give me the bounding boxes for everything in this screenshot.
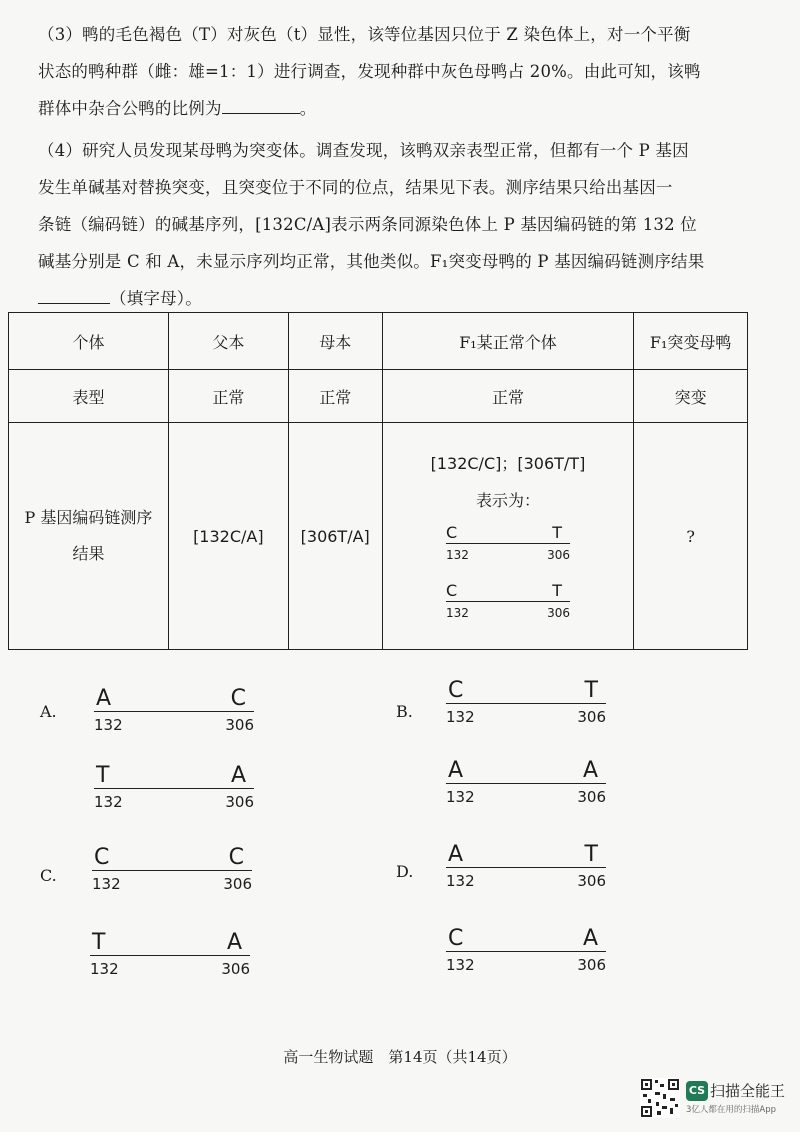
- cell-father-seq: [132C/A]: [168, 423, 288, 650]
- header-f1-normal: F₁某正常个体: [382, 313, 634, 370]
- option-b-chromosome-2: A A 132 306: [446, 758, 606, 806]
- option-d-chromosome-1: A T 132 306: [446, 842, 606, 890]
- f1-normal-note: 表示为：: [475, 491, 540, 510]
- f1-normal-chromosome-2: C T 132 306: [445, 581, 570, 620]
- cell-f1-normal-seq: [382, 423, 634, 650]
- q3-line2: 状态的鸭种群（雌：雄=1：1）进行调查，发现种群中灰色母鸭占 20%。由此可知，该鸭: [38, 62, 701, 81]
- cell-father-phenotype: 正常: [168, 370, 288, 423]
- q4-line5: （填字母）。: [38, 280, 762, 317]
- question-4: [38, 132, 762, 317]
- question-3: [38, 16, 762, 127]
- cell-seq-label: P 基因编码链测序结果: [9, 423, 169, 650]
- cell-f1-mutant-phenotype: 突变: [634, 370, 748, 423]
- answer-blank-q4[interactable]: [38, 289, 110, 304]
- table-row-sequencing: [9, 423, 748, 650]
- watermark-name: 扫描全能王: [710, 1082, 786, 1100]
- answer-blank-q3[interactable]: [222, 99, 300, 114]
- option-d-chromosome-2: C A 132 306: [446, 926, 606, 974]
- option-a-chromosome-1: A C 132 306: [94, 686, 254, 734]
- header-father: 父本: [168, 313, 288, 370]
- f1-normal-chromosome-1: C T 132 306: [445, 523, 570, 562]
- header-f1-mutant: F₁突变母鸭: [634, 313, 748, 370]
- cell-mother-phenotype: 正常: [288, 370, 382, 423]
- q4-line2: 发生单碱基对替换突变，且突变位于不同的位点，结果见下表。测序结果只给出基因一: [38, 178, 673, 197]
- option-d-label[interactable]: D.: [396, 862, 414, 881]
- option-b-chromosome-1: C T 132 306: [446, 678, 606, 726]
- watermark-subtitle: 3亿人都在用的扫描App: [686, 1105, 777, 1115]
- table-row-phenotype: [9, 370, 748, 423]
- cell-f1-normal-phenotype: 正常: [382, 370, 634, 423]
- qr-code-icon: [640, 1078, 680, 1118]
- sequencing-table: [8, 312, 748, 650]
- option-c-label[interactable]: C.: [40, 866, 57, 885]
- q3-line3: 群体中杂合公鸭的比例为 。: [38, 99, 317, 118]
- q4-line3: 条链（编码链）的碱基序列，[132C/A]表示两条同源染色体上 P 基因编码链的第 132 位: [38, 215, 697, 234]
- cell-mother-seq: [306T/A]: [288, 423, 382, 650]
- option-a-label[interactable]: A.: [40, 702, 57, 721]
- header-individual: 个体: [9, 313, 169, 370]
- cell-phenotype-label: 表型: [9, 370, 169, 423]
- table-header-row: [9, 313, 748, 370]
- option-c-chromosome-1: C C 132 306: [92, 845, 252, 893]
- scanner-watermark: [686, 1080, 796, 1115]
- page-footer: 高一生物试题 第14页（共14页）: [283, 1048, 517, 1066]
- camscanner-logo-icon: CS: [686, 1081, 708, 1101]
- option-a-chromosome-2: T A 132 306: [94, 763, 254, 811]
- q4-line4: 碱基分别是 C 和 A，未显示序列均正常，其他类似。F₁突变母鸭的 P 基因编码链测序结果: [38, 252, 705, 271]
- header-mother: 母本: [288, 313, 382, 370]
- q3-line1: （3）鸭的毛色褐色（T）对灰色（t）显性，该等位基因只位于 Z 染色体上，对一个平衡: [38, 25, 691, 44]
- option-b-label[interactable]: B.: [396, 702, 413, 721]
- cell-f1-mutant-seq: ?: [634, 423, 748, 650]
- option-c-chromosome-2: T A 132 306: [90, 930, 250, 978]
- q4-line1: （4）研究人员发现某母鸭为突变体。调查发现，该鸭双亲表型正常，但都有一个 P 基因: [38, 141, 689, 160]
- f1-normal-seq-text: [132C/C]；[306T/T]: [430, 454, 586, 473]
